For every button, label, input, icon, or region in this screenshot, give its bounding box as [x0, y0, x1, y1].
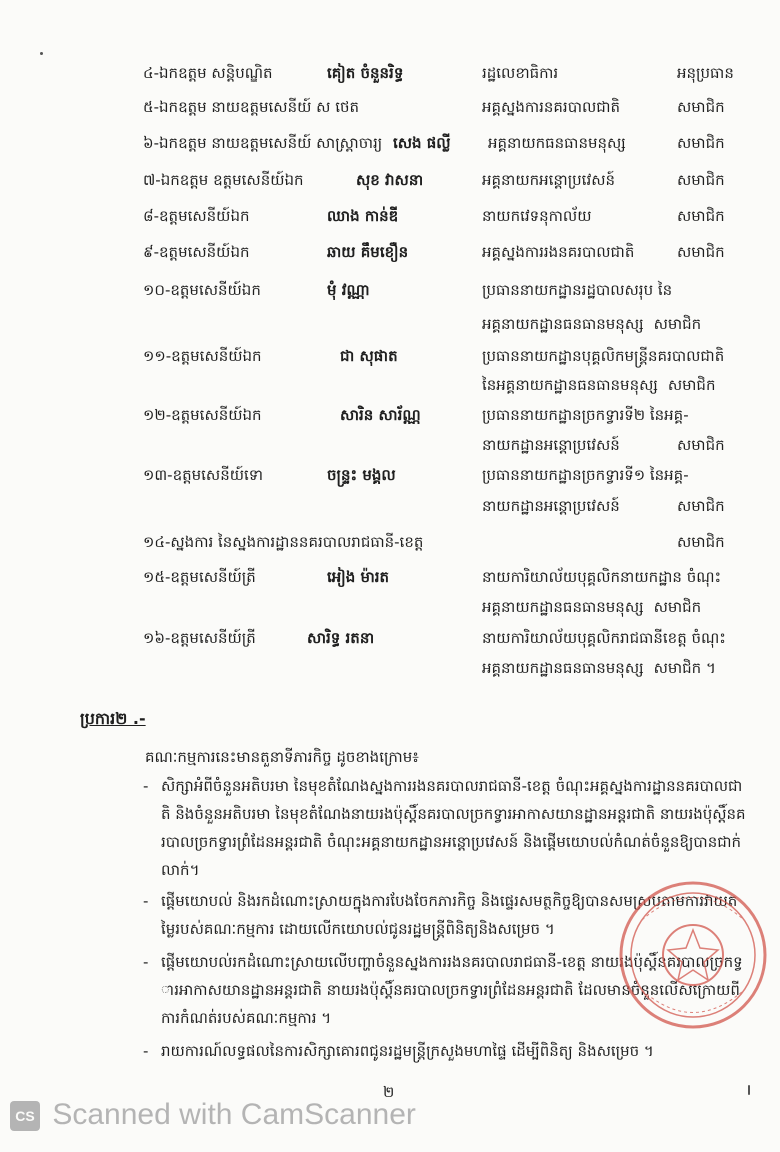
member-position: អគ្គស្នងការនគរបាលជាតិ — [482, 98, 621, 116]
official-seal — [612, 880, 774, 1030]
member-rank: ១៦-ឧត្តមសេនីយ៍ត្រី — [143, 629, 256, 647]
scan-speck — [748, 1085, 750, 1095]
member-position: នាយការិយាល័យបុគ្គលិករាជធានីខេត្ត ចំណុះ — [482, 629, 726, 647]
article-intro: គណៈកម្មការនេះមានតួនាទីភារកិច្ច ដូចខាងក្រោម៖ — [145, 748, 419, 766]
member-rank: ១៥-ឧត្តមសេនីយ៍ត្រី — [143, 568, 256, 586]
member-role: សមាជិក ។ — [653, 659, 716, 677]
member-role: សមាជិក — [677, 533, 725, 551]
member-role: សមាជិក — [653, 315, 702, 333]
member-position-line2: នាយកដ្ឋានអន្តោប្រវេសន៍ — [482, 497, 620, 515]
member-name: ចន្ទ្រះ មង្គល — [327, 466, 396, 484]
member-position: នាយការិយាល័យបុគ្គលិកនាយកដ្ឋាន ចំណុះ — [482, 568, 722, 586]
camscanner-logo-icon: CS — [10, 1101, 40, 1131]
member-rank: ១៣-ឧត្តមសេនីយ៍ទោ — [143, 466, 264, 484]
member-name: សារិទ្ធ រតនា — [307, 629, 375, 647]
duty-text: ផ្តើមយោបល់រកដំណោះស្រាយលើបញ្ហាចំនួនស្នងការរងនគរបាលរាជធានី-ខេត្ត នាយរងប៉ុស្តិ៍នគរបាលច្រកទ្វារអាកាសយានដ្ឋានអន្តរជាតិ នាយរងប៉ុស្តិ៍នគរបាលច្រកទ្វារព្រំដែនអន្តរជាតិ ដែលមានចំនួនលើសក្រោយពីការកំណត់របស់គណៈកម្មការ ។ — [161, 953, 743, 1027]
bullet-dash: - — [143, 953, 149, 971]
bullet-dash: - — [143, 1042, 149, 1060]
member-rank: ១២-ឧត្តមសេនីយ៍ឯក — [143, 406, 262, 424]
member-role: សមាជិក — [677, 436, 725, 454]
member-name: គៀត ចំនួនរិទ្ធ — [327, 64, 404, 82]
member-name: ឈាង កាន់ឌី — [327, 207, 399, 225]
member-position: នាយកវេទនុកាល័យ — [482, 207, 592, 225]
member-name: សេង ផល្លី — [393, 134, 451, 152]
member-role: សមាជិក — [667, 376, 716, 394]
member-role: អនុប្រធាន — [677, 64, 734, 82]
duty-text: រាយការណ៍លទ្ធផលនៃការសិក្សាគោរពជូនរដ្ឋមន្ត្រីក្រសួងមហាផ្ទៃ ដើម្បីពិនិត្យ និងសម្រេច ។ — [161, 1042, 654, 1060]
member-role: សមាជិក — [677, 497, 725, 515]
member-name: អៀង ម៉ារត — [327, 568, 390, 586]
member-position-line2: នៃអគ្គនាយកដ្ឋានធនធានមនុស្ស សមាជិក — [482, 376, 716, 394]
member-role: សមាជិក — [677, 98, 725, 116]
member-name: សុខ វាសនា — [356, 171, 424, 189]
member-name: ឆាយ គឹមខឿន — [327, 243, 409, 261]
member-position: អគ្គស្នងការរងនគរបាលជាតិ — [482, 243, 635, 261]
member-role: សមាជិក — [653, 598, 702, 616]
member-rank: ៧-ឯកឧត្តម ឧត្តមសេនីយ៍ឯក — [143, 171, 304, 189]
member-position: អគ្គនាយកធនធានមនុស្ស — [488, 134, 626, 152]
page-number: ២ — [383, 1083, 395, 1101]
member-position: ប្រធាននាយកដ្ឋានច្រកទ្វារទី២ នៃអគ្គ- — [482, 406, 689, 424]
duty-text: ផ្តើមយោបល់ និងរកដំណោះស្រាយក្នុងការបែងចែកភារកិច្ច និងផ្ទេរសមត្ថកិច្ចឱ្យបានសមស្របតាមការវាយតម្លៃរបស់គណៈកម្មការ ដោយលើកយោបល់ជូនរដ្ឋមន្ត្រីពិនិត្យនិងសម្រេច ។ — [161, 892, 738, 938]
member-rank: ៦-ឯកឧត្តម នាយឧត្តមសេនីយ៍ សាស្ត្រាចារ្យ — [143, 134, 383, 152]
scan-speck — [40, 52, 43, 55]
member-role: សមាជិក — [677, 243, 725, 261]
member-role: សមាជិក — [677, 134, 725, 152]
watermark-text: Scanned with CamScanner — [52, 1098, 416, 1131]
member-position-line2: អគ្គនាយកដ្ឋានធនធានមនុស្ស សមាជិក — [482, 315, 702, 333]
member-position-line2: នាយកដ្ឋានអន្តោប្រវេសន៍ — [482, 436, 620, 454]
member-rank: ៥-ឯកឧត្តម នាយឧត្តមសេនីយ៍ ស ថេត — [143, 98, 360, 116]
member-position-line2: អគ្គនាយកដ្ឋានធនធានមនុស្ស សមាជិក ។ — [482, 659, 716, 677]
duty-text: សិក្សាអំពីចំនួនអតិបរមា នៃមុខតំណែងស្នងការរងនគរបាលរាជធានី-ខេត្ត ចំណុះអគ្គស្នងការដ្ឋាននគរបាលជាតិ និងចំនួនអតិបរមា នៃមុខតំណែងនាយរងប៉ុស្តិ៍នគរបាលច្រកទ្វារអាកាសយានដ្ឋានអន្តរជាតិ នាយរងប៉ុស្តិ៍នគរបាលច្រកទ្វារព្រំដែនអន្តរជាតិ ចំណុះអគ្គនាយកដ្ឋានអន្តោប្រវេសន៍ និងផ្តើមយោបល់កំណត់ចំនួនឱ្យបានជាក់លាក់។ — [161, 777, 746, 879]
member-position: ប្រធាននាយកដ្ឋានច្រកទ្វារទី១ នៃអគ្គ- — [482, 466, 689, 484]
member-position: ប្រធាននាយកដ្ឋានបុគ្គលិកមន្ត្រីនគរបាលជាតិ — [482, 347, 725, 365]
camscanner-watermark — [10, 1098, 416, 1132]
member-rank: ១១-ឧត្តមសេនីយ៍ឯក — [143, 347, 262, 365]
member-name: ជា សុផាត — [340, 347, 398, 365]
member-rank: ១៤-ស្នងការ នៃស្នងការដ្ឋាននគរបាលរាជធានី-ខេត្ត — [143, 533, 424, 551]
member-rank: ៩-ឧត្តមសេនីយ៍ឯក — [143, 243, 250, 261]
member-position: អគ្គនាយកអន្តោប្រវេសន៍ — [482, 171, 616, 189]
member-name: មុំ វណ្ណា — [327, 281, 370, 299]
member-rank: ៨-ឧត្តមសេនីយ៍ឯក — [143, 207, 250, 225]
member-position-line2: អគ្គនាយកដ្ឋានធនធានមនុស្ស សមាជិក — [482, 598, 702, 616]
member-rank: ១០-ឧត្តមសេនីយ៍ឯក — [143, 281, 261, 299]
bullet-dash: - — [143, 892, 149, 910]
member-role: សមាជិក — [677, 171, 725, 189]
member-role: សមាជិក — [677, 207, 725, 225]
member-position: រដ្ឋលេខាធិការ — [482, 64, 559, 82]
member-position: ប្រធាននាយកដ្ឋានរដ្ឋបាលសរុប នៃ — [482, 281, 673, 299]
member-name: សារិន សារ័ណ្ណ — [340, 406, 421, 424]
bullet-dash: - — [143, 777, 149, 795]
article-heading: ប្រការ២ .- — [80, 709, 146, 728]
member-rank: ៤-ឯកឧត្តម សន្តិបណ្ឌិត — [143, 64, 273, 82]
